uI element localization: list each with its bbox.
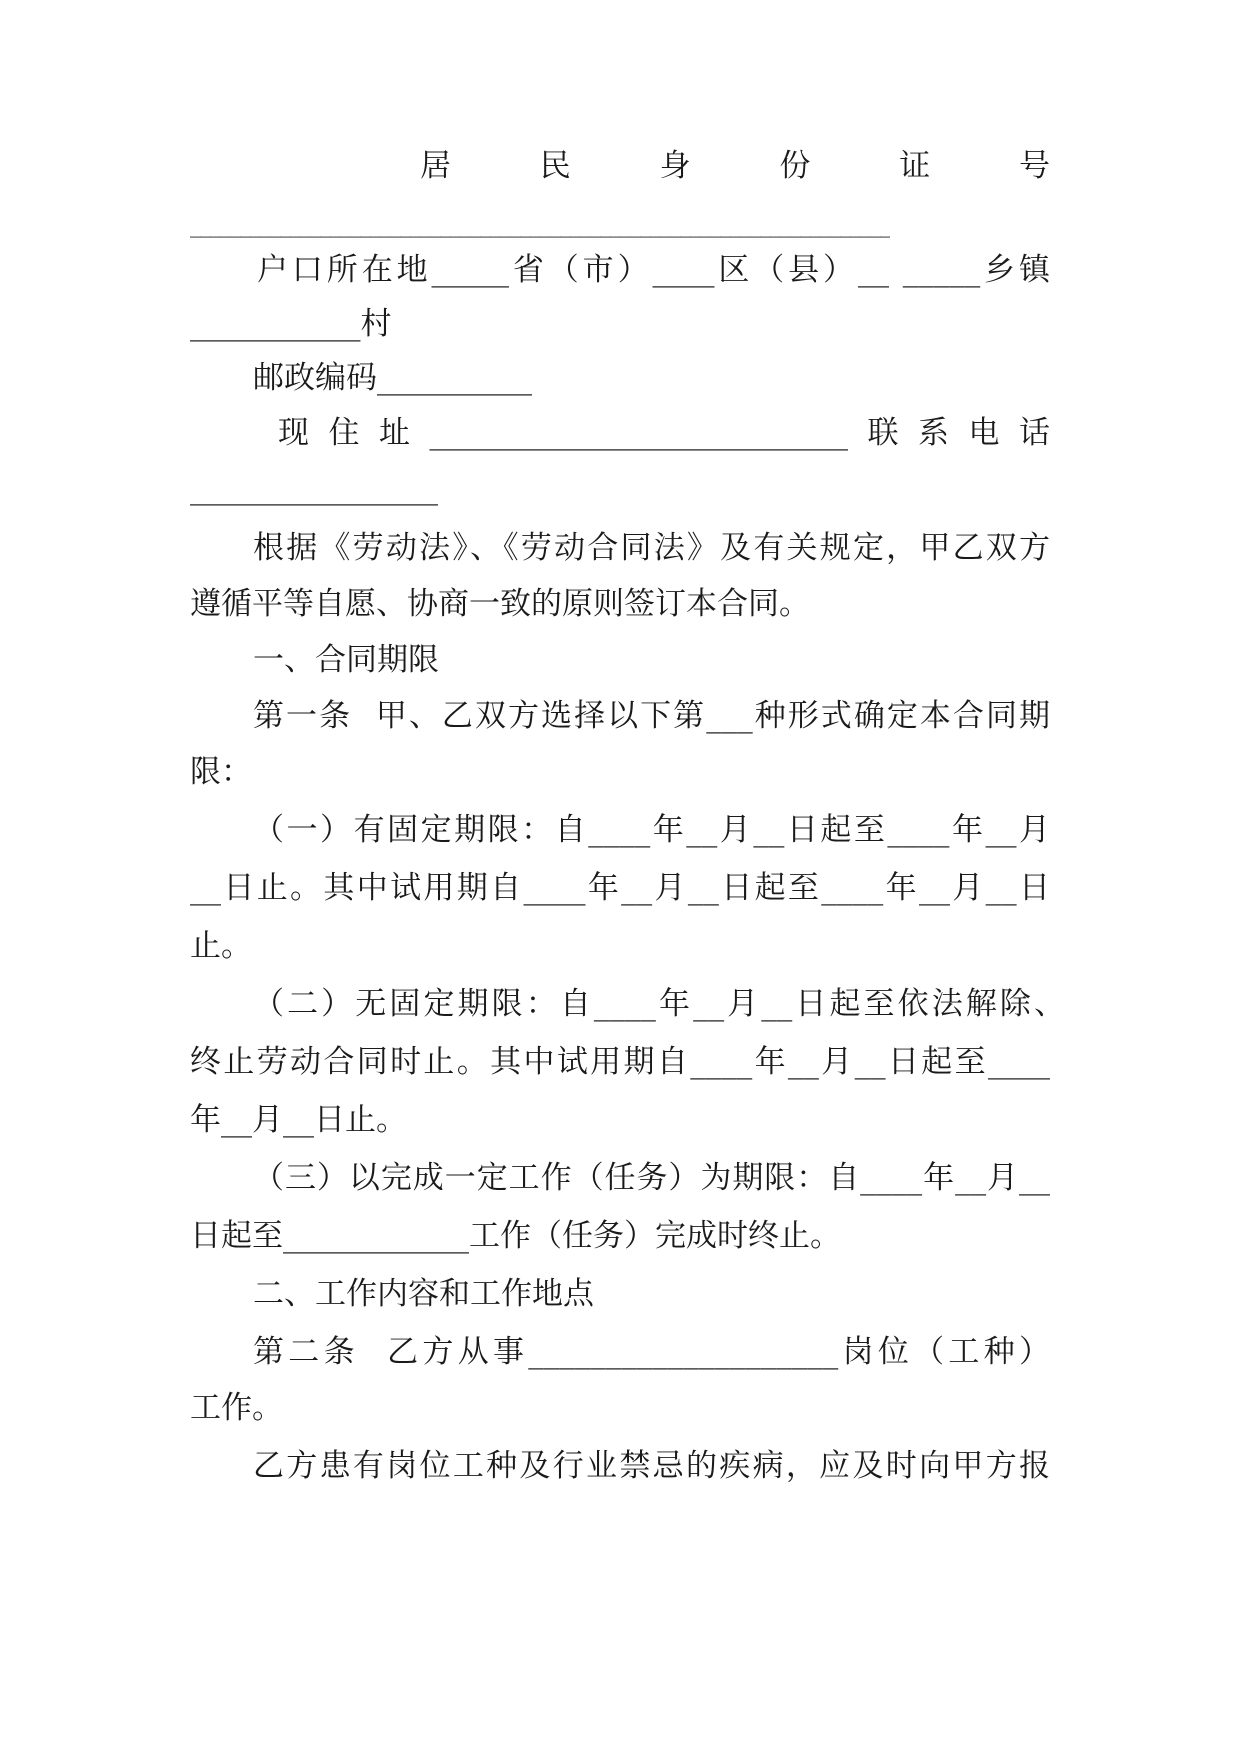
intro-line-2: 遵循平等自愿、协商一致的原则签订本合同。 [190, 586, 810, 622]
open-term-line-1: （二）无固定期限：自____年__月__日起至依法解除、 [253, 986, 1065, 1022]
postcode-line: 邮政编码__________ [253, 360, 532, 396]
article-2-line-1: 第二条 乙方从事____________________岗位（工种） [253, 1334, 1050, 1370]
section-1-heading: 一、合同期限 [253, 642, 439, 678]
hukou-line: 户口所在地_____省（市）____区（县）__ _____乡镇 [257, 252, 1050, 288]
article-1-line-2: 限： [190, 754, 252, 790]
fixed-term-line-2: __日止。其中试用期自____年__月__日起至____年__月__日 [190, 870, 1050, 906]
village-line: ___________村 [190, 306, 392, 342]
address-phone-line: 现住址___________________________联系电话 [278, 415, 1050, 451]
task-term-line-2: 日起至____________工作（任务）完成时终止。 [190, 1218, 841, 1254]
phone-blank: ________________ [190, 470, 438, 506]
fixed-term-line-1: （一）有固定期限：自____年__月__日起至____年__月 [253, 812, 1050, 848]
section-2-heading: 二、工作内容和工作地点 [253, 1276, 594, 1312]
disease-line-1: 乙方患有岗位工种及行业禁忌的疾病，应及时向甲方报 [253, 1448, 1050, 1484]
id-number-blank: ______________________________________________________________________ [190, 213, 890, 238]
intro-line-1: 根据《劳动法》、《劳动合同法》及有关规定，甲乙双方 [253, 530, 1050, 566]
fixed-term-line-3: 止。 [190, 928, 252, 964]
task-term-line-1: （三）以完成一定工作（任务）为期限：自____年__月__ [253, 1160, 1050, 1196]
article-1-line-1: 第一条 甲、乙双方选择以下第___种形式确定本合同期 [253, 698, 1050, 734]
id-number-label: 居 民 身 份 证 号 [420, 148, 1050, 184]
article-2-line-2: 工作。 [190, 1390, 283, 1426]
open-term-line-3: 年__月__日止。 [190, 1102, 407, 1138]
open-term-line-2: 终止劳动合同时止。其中试用期自____年__月__日起至____ [190, 1044, 1050, 1080]
